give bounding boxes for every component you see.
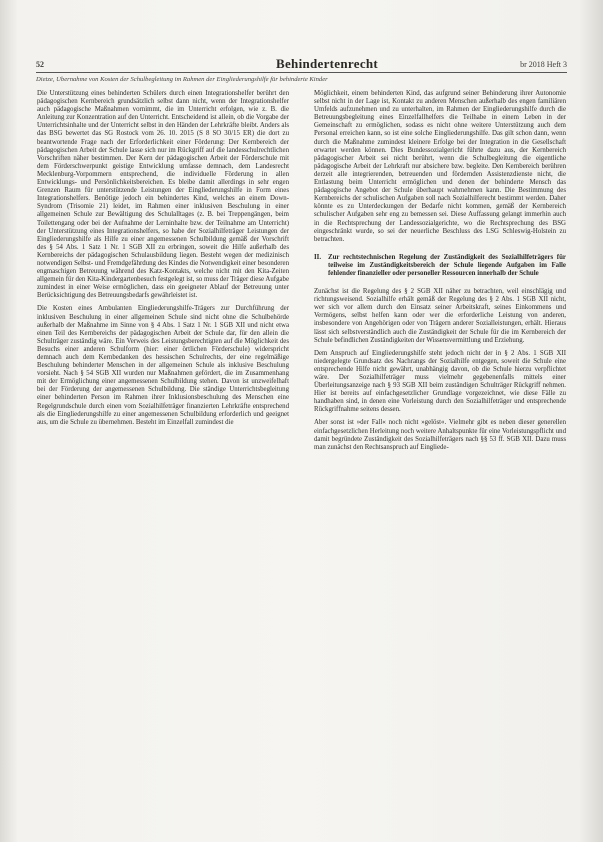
paragraph: Aber sonst ist »der Fall« noch nicht »gelöst«. Vielmehr gibt es neben dieser generellen einfachgesetzlichen Herleitung noch weitere Anhaltspunkte für eine Vorleistungspflicht und damit begründete Zuständigkeit des Sozialhilfeträgers nach §§ 53 ff. SGB XII. Dazu muss man zunächst den Rechtsanspruch auf Eingliede-: [314, 419, 566, 451]
page-header: [36, 56, 567, 72]
issue-label: br 2018 Heft 3: [520, 60, 567, 69]
left-column: [37, 90, 289, 432]
section-heading-text: Zur rechtstechnischen Regelung der Zuständigkeit des Sozialhilfeträgers für teilweise im Zuständigkeitsbereich der Schule liegende Aufgaben im Falle fehlender finanzieller oder personeller Ressourcen innerhalb der Schule: [328, 253, 566, 277]
journal-title: Behindertenrecht: [276, 56, 379, 71]
paragraph: Die Kosten eines Ambulanten Eingliederungshilfe-Trägers zur Durchführung der inklusiven Beschulung in einer allgemeinen Schule sind nicht ohne die Schulbehörde außerhalb der Maßnahme im Sinne von § 4 Abs. 1 Satz 1 Nr. 1 SGB XII und nicht etwa einen Teil des Kernbereichs der pädagogischen Arbeit der Schule dar, für den allein die Schulträger zuständig wäre. Ein Verweis des Leistungsberechtigten auf die Möglichkeit des Besuchs einer anderen Schulform (hier: einer örtlichen Förderschule) widerspricht demnach auch dem Kernbedanken des hessischen Schulrechts, der eine regelmäßige Beschulung behinderter Menschen in der allgemeinen Schule als inklusive Beschulung vorsieht. Nach § 54 SGB XII wurden nur Maßnahmen gefördert, die im Zusammenhang mit der Ermöglichung einer angemessenen Schulbildung stehen. Davon ist unzweifelhaft bei der Förderung der angemessenen Schulbildung. Die ständige Unterrichtsbegleitung einer behinderten Person im Rahmen ihrer Inklusionsbeschulung des Menschen eine Regelgrundschule durch einen vom Sozialhilfeträger finanzierten Lehrkräfte entsprechend als die Eingliederungshilfe zu einer angemessenen Schulbildung erforderlich und geeignet aus, um die Schule zu übernehmen. Besteht im Einzelfall zumindest die: [37, 305, 289, 426]
header-rule: [36, 72, 567, 73]
paragraph: Dem Anspruch auf Eingliederungshilfe steht jedoch nicht der in § 2 Abs. 1 SGB XII niedergelegte Grundsatz des Nachrangs der Sozialhilfe entgegen, soweit die Schule eine entsprechende Hilfe nicht gewährt, unabhängig davon, ob die Schule hierzu verpflichtet wäre. Der Sozialhilfeträger muss vielmehr gegebenenfalls mittels einer Überleitungsanzeige nach § 93 SGB XII beim zuständigen Schulträger Rückgriff nehmen. Hier ist bereits auf einfachgesetzlicher Grundlage vorgezeichnet, wie diese Fälle zu handhaben sind, in denen eine Vorleistung durch den Sozialhilfeträger und entsprechende Rückgriffnahme seitens dessen.: [314, 349, 566, 414]
section-number: II.: [314, 253, 322, 261]
page-number: 52: [36, 60, 44, 69]
paragraph: Zunächst ist die Regelung des § 2 SGB XII näher zu betrachten, weil einschlägig und richtungsweisend. Sozialhilfe erhält gemäß der Regelung des § 2 Abs. 1 SGB XII nicht, wer sich vor allem durch den Einsatz seiner Arbeitskraft, seines Einkommens und Vermögens, selbst helfen kann oder wer die erforderliche Leistung von anderen, insbesondere von Angehörigen oder von Trägern anderer Sozialleistungen, erhält. Hieraus lässt sich selbstverständlich auch die Zuständigkeit der Schule für die im Kernbereich der Schule befindlichen Zuständigkeiten der Wissensvermittlung und Erziehung.: [314, 288, 566, 344]
paragraph: Die Unterstützung eines behinderten Schülers durch einen Integrationshelfer berührt den pädagogischen Kernbereich grundsätzlich selbst dann nicht, wenn der Integrationshelfer auch pädagogische Maßnahmen vornimmt, die im Unterricht erfolgen, wie z. B. die Anleitung zur Konzentration auf den Unterricht. Entscheidend ist allein, ob die Vorgabe der Unterrichtsinhalte und der Unterricht selbst in den Händen der Lehrkräfte bleibt. Anders als das BSG bewertet das SG Rostock vom 26. 10. 2015 (S 8 SO 30/15 ER) die dort zu beantwortende Frage nach der Erforderlichkeit einer Förderung: Der Kernbereich der pädagogischen Arbeit der Schule lasse sich nur im Rückgriff auf die landesschulrechtlichen Vorschriften näher bestimmen. Der Kern der pädagogischen Arbeit der Förderschule mit dem Förderschwerpunkt geistige Entwicklung umfasse demnach, dem Landesrecht Mecklenburg-Vorpommern entsprechend, die individuelle Förderung in allen Entwicklungs- und Persönlichkeitsbereichen. Es bleibe damit allerdings in sehr engen Grenzen Raum für unterstützende Leistungen der Eingliederungshilfe in Form eines Integrationshelfers. Benötige jedoch ein behindertes Kind, welches an einem Down-Syndrom (Trisomie 21) leidet, im Rahmen einer inklusiven Beschulung in einer allgemeinen Schule zur Bewältigung des Schulalltages (z. B. bei Treppengängen, beim Toilettengang oder bei der Aufnahme der Lerninhalte bzw. der Teilnahme am Unterricht) der Unterstützung eines Integrationshelfers, so habe der Sozialhilfeträger Leistungen der Eingliederungshilfe als Hilfe zu einer angemessenen Schulbildung gemäß der Vorschrift des § 54 Abs. 1 Satz 1 Nr. 1 SGB XII zu erbringen, soweit die Hilfe außerhalb des Kernbereichs der pädagogischen Schulausbildung liegen. Besteht wegen der medizinisch notwendigen Selbst- und Fremdgefährdung des Kindes die Notwendigkeit einer besonderen engmaschigen Betreuung während des Katz-Kontakts, welche nicht mit den Kita-Zeiten allgemein für den Kita-Kindergartenbesuch festgelegt ist, so muss der Träger diese Aufgabe zumindest in einer Weise ermöglichen, dass ein geeigneter Ablauf der Betreuung unter Berücksichtigung des Betreuungsbedarfs gewährleistet ist.: [37, 90, 289, 300]
running-title: Dietze, Übernahme von Kosten der Schulbegleitung im Rahmen der Eingliederungshilfe für behinderte Kinder: [36, 76, 328, 83]
right-column: [314, 90, 566, 457]
paragraph: Möglichkeit, einem behinderten Kind, das aufgrund seiner Behinderung ihrer Autonomie selbst nicht in der Lage ist, Kontakt zu anderen Menschen außerhalb des engen familiären Umfelds aufzunehmen und zu unterhalten, im Rahmen der Eingliederungshilfe durch die Betreuungsbegleitung eines Einzelfallhelfers die Teilhabe in einem Leben in der Gemeinschaft zu ermöglichen, sodass es nicht ohne weitere Unterstützung auch dem Personal erreichen kann, so ist eine solche Eingliederungshilfe. Das gilt schon dann, wenn durch die Maßnahme zumindest kleinere Erfolge bei der Integration in die Gesellschaft erwartet werden können. Dies Bundessozialgericht führte dazu aus, der Kernbereich pädagogischer Arbeit sei nicht berührt, wenn die Schulbegleitung die eigentliche pädagogische Arbeit der Lehrkraft nur absichere bzw. begleite. Den Kernbereich berühren derzeit alle integrierenden, betreuenden und fördernden Assistenzdienste nicht, die Entlastung beim Unterricht ermöglichen und denen der behinderte Mensch das pädagogische Angebot der Schule überhaupt wahrnehmen kann. Die Bestimmung des Kernbereichs der schulischen Aufgaben soll nach Sozialhilferecht bestimmt werden. Daher könnte es zu Unterdeckungen der Bedarfe nicht kommen, gemäß der Kernbereich schulischer Aufgaben sehr eng zu bemessen sei. Diese Auffassung gelangt immerhin auch in die Rechtsprechung der Landessozialgerichte, wo die Rechtsprechung des BSG eingeschränkt wurde, so sei der neuerliche Beschluss des LSG Schleswig-Holstein zu betrachten.: [314, 90, 566, 243]
section-heading: [314, 254, 566, 278]
